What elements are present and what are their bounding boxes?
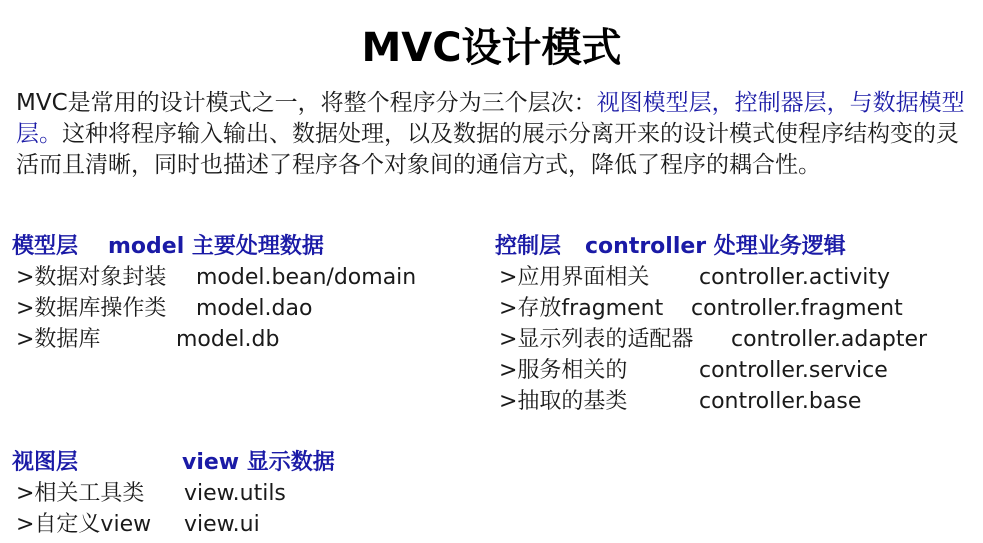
controller-layer-section xyxy=(495,232,927,417)
item-package: view.utils xyxy=(184,481,286,506)
model-layer-section xyxy=(12,232,416,355)
item-package: controller.adapter xyxy=(731,327,928,352)
item-label: >数据库 xyxy=(16,327,101,352)
item-package: model.db xyxy=(176,327,280,352)
list-item xyxy=(495,293,927,324)
controller-layer-subtitle: controller 处理业务逻辑 xyxy=(585,234,846,259)
item-package: model.dao xyxy=(196,296,313,321)
item-package: model.bean/domain xyxy=(196,265,417,290)
list-item xyxy=(12,262,416,293)
item-label: >应用界面相关 xyxy=(499,265,650,290)
item-label: >相关工具类 xyxy=(16,481,145,506)
item-label: >抽取的基类 xyxy=(499,389,628,414)
view-layer-section xyxy=(12,448,335,540)
list-item xyxy=(12,478,335,509)
model-layer-subtitle: model 主要处理数据 xyxy=(108,234,324,259)
list-item xyxy=(495,262,927,293)
model-layer-heading xyxy=(12,232,416,262)
item-label: >数据库操作类 xyxy=(16,296,167,321)
view-layer-heading xyxy=(12,448,335,478)
list-item xyxy=(12,509,335,540)
view-layer-title: 视图层 xyxy=(12,450,79,475)
list-item xyxy=(12,293,416,324)
list-item xyxy=(495,386,927,417)
item-label: >自定义view xyxy=(16,512,152,537)
page-title: MVC设计模式 xyxy=(361,25,622,71)
list-item xyxy=(495,355,927,386)
intro-text-part1: MVC是常用的设计模式之一，将整个程序分为三个层次： xyxy=(16,90,597,116)
item-label: >服务相关的 xyxy=(499,358,628,383)
item-label: >显示列表的适配器 xyxy=(499,327,694,352)
controller-layer-title: 控制层 xyxy=(495,234,562,259)
item-package: controller.activity xyxy=(699,265,891,290)
controller-layer-heading xyxy=(495,232,927,262)
view-layer-subtitle: view 显示数据 xyxy=(182,450,335,475)
item-package: controller.base xyxy=(699,389,862,414)
item-package: view.ui xyxy=(184,512,260,537)
intro-paragraph xyxy=(16,88,976,181)
intro-text-part2: 这种将程序输入输出、数据处理，以及数据的展示分离开来的设计模式使程序结构变的灵活而且清晰，同时也描述了程序各个对象间的通信方式，降低了程序的耦合性。 xyxy=(16,121,959,178)
list-item xyxy=(495,324,927,355)
item-package: controller.fragment xyxy=(691,296,903,321)
intro-highlight: 视图模型层，控制器层，与数据模型层。 xyxy=(16,90,965,147)
item-label: >数据对象封装 xyxy=(16,265,167,290)
model-layer-title: 模型层 xyxy=(12,234,79,259)
list-item xyxy=(12,324,416,355)
item-label: >存放fragment xyxy=(499,296,664,321)
item-package: controller.service xyxy=(699,358,888,383)
